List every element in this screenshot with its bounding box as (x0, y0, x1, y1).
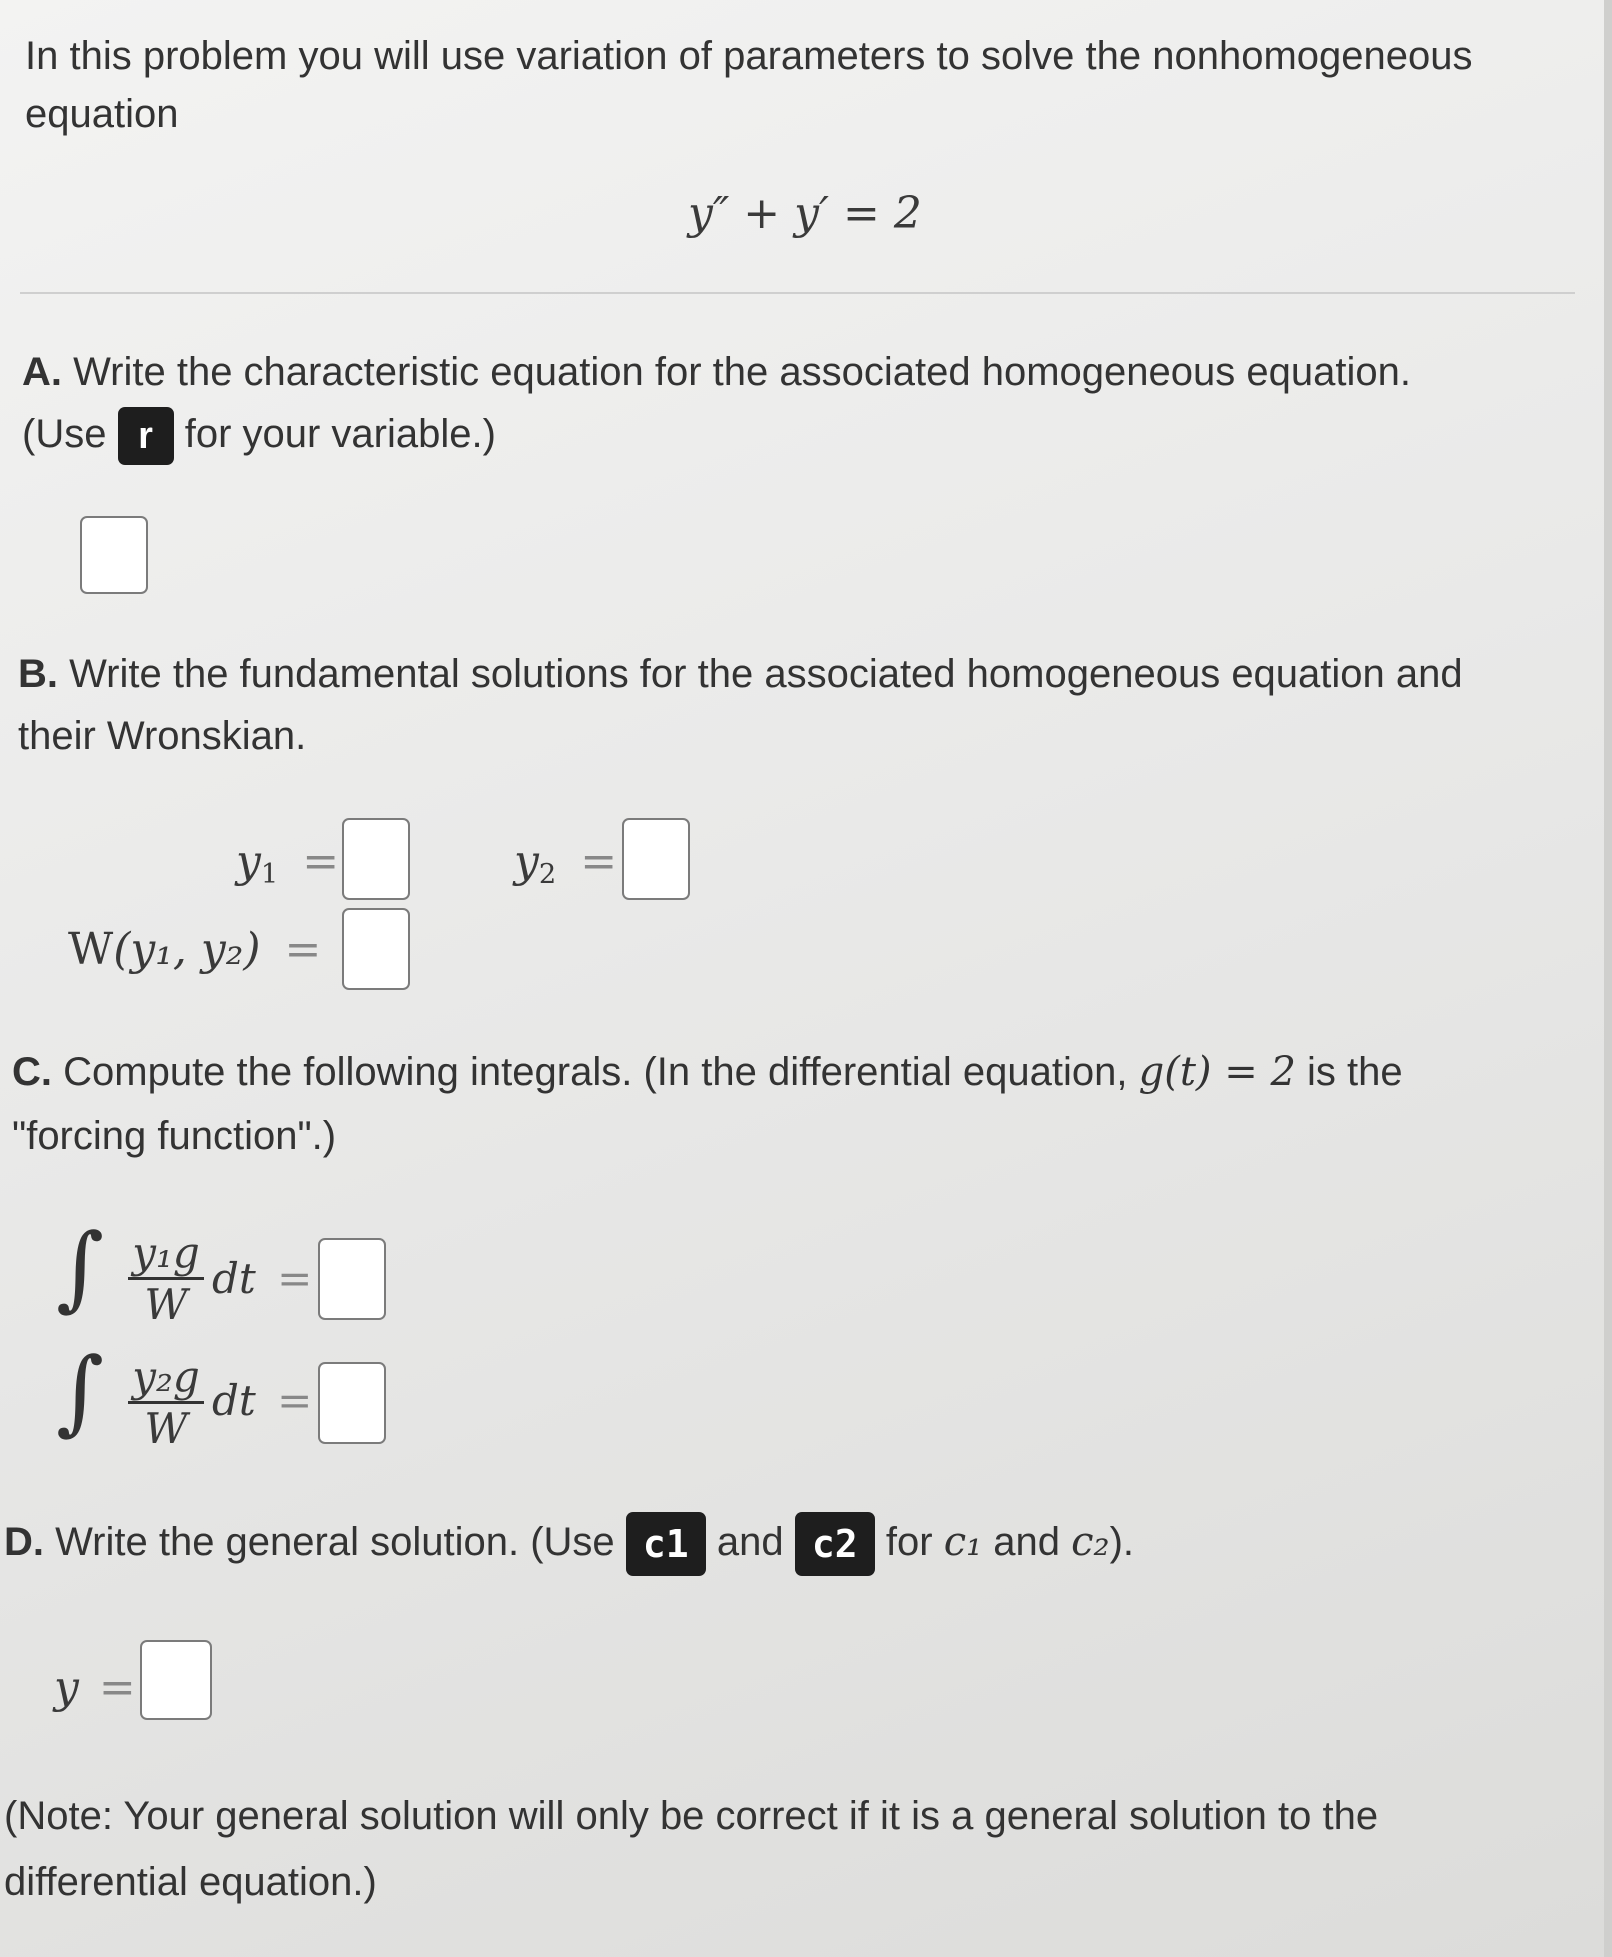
general-equals: = (98, 1662, 136, 1713)
integral-1-dt-text: dt (212, 1254, 256, 1303)
y2-equals: = (580, 836, 618, 887)
part-a-variable-text: for your variable.) (184, 412, 496, 456)
y1-symbol: y (236, 836, 261, 887)
note-line-1: (Note: Your general solution will only be correct if it is a general solution to the (4, 1794, 1379, 1838)
part-b-prompt (18, 644, 1463, 704)
general-solution-label (54, 1662, 136, 1713)
wronskian-input[interactable] (342, 908, 410, 990)
part-c-line-2: "forcing function".) (12, 1114, 337, 1158)
part-c-letter: C. (12, 1050, 52, 1094)
part-a-use-text: (Use (22, 412, 107, 456)
characteristic-equation-input[interactable] (80, 516, 148, 594)
part-b-line-2: their Wronskian. (18, 714, 307, 758)
integral-1-denominator: W (144, 1280, 188, 1329)
y2-input[interactable] (622, 818, 690, 900)
wronskian-equals: = (284, 924, 322, 975)
part-b-line-1: Write the fundamental solutions for the associated homogeneous equation and (69, 652, 1463, 696)
part-d-letter: D. (4, 1520, 44, 1564)
integral-1-dt (212, 1254, 312, 1303)
y2-subscript: 2 (538, 858, 557, 890)
c1-math: c₁ (943, 1519, 983, 1565)
variable-chip-c1: c1 (626, 1512, 706, 1576)
y1-label (236, 836, 339, 890)
part-d-and: and (716, 1520, 784, 1564)
integral-1-input[interactable] (318, 1238, 386, 1320)
part-d-text: Write the general solution. (Use (55, 1520, 615, 1564)
integral-2-denominator: W (144, 1404, 188, 1453)
general-solution-input[interactable] (140, 1640, 212, 1720)
integral-2-dt-text: dt (212, 1376, 256, 1425)
y1-subscript: 1 (260, 858, 279, 890)
main-equation: y″ + y′ = 2 (688, 188, 922, 239)
integral-symbol-2: ∫ (56, 1338, 104, 1445)
intro-line-1: In this problem you will use variation of parameters to solve the nonhomogeneous (25, 34, 1473, 78)
forcing-function-math: g(t) = 2 (1138, 1049, 1296, 1095)
page-edge-shadow (1604, 0, 1612, 1957)
part-c-prompt (12, 1042, 1403, 1102)
integral-2-equals: = (277, 1376, 313, 1425)
note-line-2: differential equation.) (4, 1860, 377, 1904)
integral-symbol-1: ∫ (56, 1214, 104, 1321)
variable-chip-c2: c2 (795, 1512, 875, 1576)
part-a-line-2 (22, 404, 496, 465)
wronskian-args: (y₁, y₂) (113, 924, 261, 975)
integral-2-dt (212, 1376, 312, 1425)
integral-1-numerator: y₁g (132, 1228, 200, 1277)
part-d-for: for (885, 1520, 933, 1564)
integral-2-input[interactable] (318, 1362, 386, 1444)
divider (20, 292, 1575, 294)
integral-2-numerator: y₂g (132, 1352, 200, 1401)
wronskian-label (68, 924, 321, 975)
part-d-and-2: and (993, 1520, 1061, 1564)
part-a-line-1: Write the characteristic equation for the associated homogeneous equation. (73, 350, 1411, 394)
part-b-letter: B. (18, 652, 58, 696)
wronskian-w: W (68, 924, 114, 975)
part-d-prompt (4, 1512, 1134, 1576)
c2-math: c₂ (1071, 1519, 1110, 1565)
y1-equals: = (302, 836, 340, 887)
y2-symbol: y (514, 836, 539, 887)
general-y: y (54, 1662, 79, 1713)
intro-line-2: equation (25, 92, 179, 136)
y2-label (514, 836, 617, 890)
integral-2-fraction (128, 1352, 204, 1453)
integral-1-fraction (128, 1228, 204, 1329)
part-a-letter: A. (22, 350, 62, 394)
y1-input[interactable] (342, 818, 410, 900)
part-c-line-1: Compute the following integrals. (In the differential equation, (63, 1050, 1128, 1094)
part-d-end: ). (1109, 1520, 1135, 1564)
variable-chip-r: r (118, 407, 174, 465)
part-c-is-the: is the (1307, 1050, 1403, 1094)
integral-1-equals: = (277, 1254, 313, 1303)
part-a-prompt (22, 342, 1411, 402)
